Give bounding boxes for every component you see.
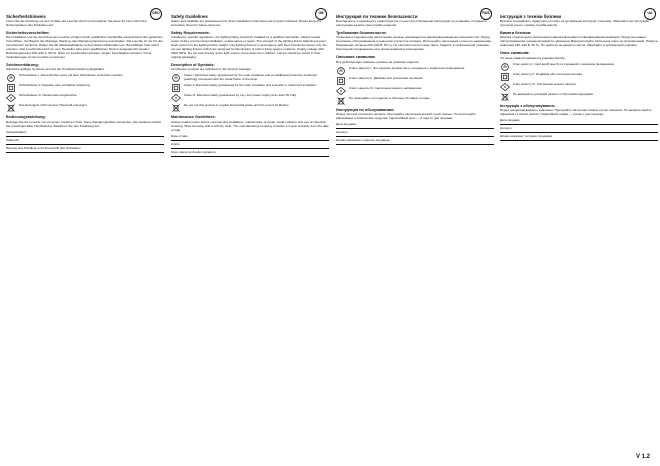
stamp-label: Store stamp and seller signature: [171, 149, 216, 154]
class-3-icon: [336, 87, 346, 95]
symbol-row: [500, 93, 658, 101]
symbol-row: [500, 73, 658, 81]
symbol-row: [336, 97, 494, 105]
class-2-icon: [500, 73, 510, 81]
crossed-bin-icon: [6, 104, 16, 112]
requirements-heading: Sicherheitsvorschriften:: [6, 30, 50, 35]
intro-text: Безопасность и надежность гарантируются только при соблюдении инструкции по установке. Сохраните инструкцию на весь срок службы изделия.: [336, 19, 487, 27]
article-label: Артикул: [500, 126, 512, 131]
date-of-sale-field: [336, 123, 494, 129]
class-1-icon: [171, 74, 181, 82]
date-of-sale-label: Дата продажу: [500, 118, 520, 123]
article-label: Artikel-Nr.: [6, 137, 20, 142]
maintenance-heading: Maintenance Guidelines:: [171, 115, 216, 120]
date-of-sale-label: Verkaufsdatum: [6, 129, 27, 134]
symbols-heading: Опис символів:: [500, 51, 530, 56]
class-1-icon: [500, 63, 510, 71]
article-field: [500, 127, 658, 133]
svg-text:III: III: [503, 84, 507, 89]
class-1-icon: [6, 74, 16, 82]
symbol-row: [6, 94, 164, 102]
language-badge: RUS: [480, 8, 492, 20]
symbols-heading: Описание символов:: [336, 55, 376, 60]
symbols-intro: Sämtliche gültigen Symbole sind auf der Produktverpackung abgebildet.: [6, 67, 105, 72]
maintenance-text: Перед чисткой отключите питание. Протирайте светильник мягкой сухой тканью. Не используйте абразивные и химические средства. Гарантийный срок — 2 года со дня продажи.: [336, 112, 477, 121]
requirements-heading: Safety Requirements:: [171, 30, 211, 35]
class-2-icon: [6, 84, 16, 92]
symbol-text: Не викидайте цей виріб разом із побутовими відходами.: [513, 91, 594, 96]
symbol-text: Das Erzeugnis nicht mit dem Hausmüll entsorgen.: [19, 103, 88, 108]
date-of-sale-field: [6, 131, 164, 137]
stamp-label: Штамп магазина и подпись продавца: [336, 137, 390, 142]
section-title: Інструкція з техніки безпеки: [500, 14, 562, 19]
symbol-text: Класс защиты I. Это изделие должно быть соединено с защитным проводником.: [349, 65, 466, 70]
symbol-row: [171, 74, 329, 82]
symbol-row: [500, 63, 658, 71]
symbol-text: Клас захисту II. Подвійна або посилена ізоляція.: [513, 71, 583, 76]
intro-text: Safety and reliability are guaranteed only when installation instructions are properly followed. Please keep this instruction sheet for future reference.: [171, 19, 322, 27]
article-label: Article: [171, 141, 180, 146]
class-3-icon: [6, 94, 16, 102]
date-of-sale-label: Дата продажи: [336, 121, 357, 126]
crossed-bin-icon: [336, 97, 346, 105]
column-ru: [336, 8, 494, 456]
symbols-intro: Все действующие символы указаны на упаковке изделия.: [336, 59, 420, 64]
symbol-text: Класс защиты III. Светильник низкого напряжения.: [349, 85, 422, 90]
maintenance-text: Перед чищенням вимкніть живлення. Протирайте світильник м'якою сухою тканиною. Не використовуйте абразивні та хімічні засоби. Гарантійний термін — 2 роки з дня продажу.: [500, 108, 652, 117]
symbol-row: [171, 104, 329, 112]
stamp-field: [171, 151, 329, 157]
requirements-text: Установка и подключение светильника должны производиться квалифицированным специалистом. Перед монтажом, обслуживанием и ремонтом отключите питание. Используйте светильник только по назначению. Напряжение питания 220–240 В, 50 Гц. Не смотрите на источник света. Храните в оригинальной упаковке. Светильник предназначен для использования в помещениях.: [336, 35, 492, 52]
svg-text:III: III: [339, 88, 343, 93]
symbols-intro: All effective symbols are indicated on the product package.: [171, 67, 252, 72]
symbol-row: [6, 84, 164, 92]
symbol-text: Не помещайте это изделие в обычные бытовые отходы.: [349, 95, 431, 100]
requirements-text: Монтаж і підключення світильника повинні виконуватися кваліфікованим фахівцем. Перед монтажем, обслуговуванням і ремонтом вимкніть живлення. Використовуйте світильник лише за призначенням. Напруга живлення 220–240 В, 50 Гц. Не дивіться на джерело світла. Зберігайте в оригінальній упаковці.: [500, 35, 658, 48]
symbol-text: Клас захисту III. Світильник низької напруги.: [513, 81, 577, 86]
symbol-row: [500, 83, 658, 91]
stamp-field: [500, 135, 658, 141]
class-1-icon: [336, 67, 346, 75]
column-de: [6, 8, 164, 456]
requirements-heading: Вимоги безпеки:: [500, 30, 532, 35]
stamp-field: [6, 147, 164, 153]
section-title: Sicherheitshinweis: [6, 14, 46, 19]
column-gb: [171, 8, 329, 456]
crossed-bin-icon: [500, 93, 510, 101]
requirements-text: Installed by specific regulations, the lighting fitting should be installed by a qualified electrician. Always isolate power before commencing installation, maintenance or repair. The strength of the lighting fixture attachment point shall conform to the lighting fixture weight. Use lighting fixtures in accordance with their intended purpose only. Do not use lighting fixtures which are designed for illumination of indoor living spaces outdoors. Supply voltage 220–240V 50Hz. Do not look directly at the light source. Keep away from children. Lamps should be stored in their original packaging.: [171, 35, 327, 59]
symbol-text: Class II: Electrical safety guaranteed by the main insulation and a double or reinforced insulation.: [184, 83, 317, 88]
symbols-heading: Description of Symbols:: [171, 62, 215, 67]
symbol-text: Клас захисту I. Цей виріб має бути з'єднаний із захисним провідником.: [513, 61, 615, 66]
column-ua: [500, 8, 658, 456]
language-badge: UA: [644, 8, 656, 20]
maintenance-heading: Инструкция по обслуживанию:: [336, 107, 395, 112]
maintenance-heading: Bedienungsanleitung:: [6, 115, 46, 120]
stamp-field: [336, 139, 494, 145]
maintenance-text: Always isolate power before commencing installation, maintenance or repair. Avoid moisture and use of chemical cleaning. Wipe the lamp with a soft dry cloth. The manufacturing company provides a 2-year warranty from the date of sale.: [171, 119, 329, 132]
symbol-text: Do not put this product in regular household waste until the end of its lifetime.: [184, 103, 290, 108]
symbol-row: [336, 87, 494, 95]
symbol-text: Schutzklasse III. Niederspannungsleuchte.: [19, 93, 78, 98]
symbol-row: [336, 77, 494, 85]
class-3-icon: [171, 94, 181, 102]
symbol-text: Class III: Electrical safety guaranteed by very low power supply (less than 50 Volt).: [184, 93, 297, 98]
article-field: [171, 143, 329, 149]
requirements-heading: Требования безопасности:: [336, 30, 387, 35]
language-badge: DEU: [150, 8, 162, 20]
stamp-label: Stempel des Händlers und Unterschrift des Verkäufers: [6, 145, 81, 150]
date-of-sale-field: [500, 119, 658, 125]
symbol-row: [336, 67, 494, 75]
symbol-row: [171, 94, 329, 102]
article-field: [6, 139, 164, 145]
article-field: [336, 131, 494, 137]
symbols-intro: Усі чинні символи вказані на упаковці виробу.: [500, 55, 566, 60]
version-label: V 1.2: [635, 454, 650, 460]
intro-text: Безпека та надійність гарантуються лише за дотримання інструкції з монтажу. Зберігайте цю інструкцію протягом усього терміну служби виробу.: [500, 19, 649, 27]
section-title: Safety Guidelines: [171, 14, 208, 19]
article-label: Артикул: [336, 129, 348, 134]
requirements-text: Die Installation und der Anschluss der Leuchte erfolgen durch qualifizierte Fachkräfte entsprechend den geltenden Vorschriften. Vor Beginn der Montage, Wartung oder Reinigung Spannung ausschalten. Die Leuchte ist nur für den Innenbereich bestimmt. Halten Sie die Mindestabstände zu brennbaren Materialien ein. Beschädigte Teile sofort ersetzen. Das Leuchtmittel darf nur vom Hersteller oder einer qualifizierten Person ausgetauscht werden. Betriebsspannung 220–240 V, 50 Hz. Nicht ins Leuchtmittel schauen. Gegen Feuchtigkeit schützen. Keine Veränderungen an der Leuchte vornehmen.: [6, 35, 163, 59]
svg-text:III: III: [9, 96, 13, 101]
maintenance-heading: Інструкція з обслуговування:: [500, 103, 556, 108]
symbols-heading: Zeichenerklärung:: [6, 62, 39, 67]
symbol-text: Schutzklasse II. Doppelte oder verstärkte Isolierung.: [19, 83, 91, 88]
class-3-icon: [500, 83, 510, 91]
date-of-sale-label: Date of sale: [171, 133, 188, 138]
intro-text: Lesen Sie die Anleitung vor dem Aufbau der Leuchte durch und bewahren Sie diese für einen Abruf der Nutzungsdauer des Produktes auf.: [6, 19, 148, 27]
symbol-row: [171, 84, 329, 92]
symbol-row: [6, 104, 164, 112]
symbol-text: Класс защиты II. Двойная или усиленная изоляция.: [349, 75, 424, 80]
date-of-sale-field: [171, 135, 329, 141]
svg-text:III: III: [174, 96, 178, 101]
section-title: Инструкция по технике безопасности: [336, 14, 418, 19]
maintenance-text: Reinigen Sie die Leuchte nur mit einem trockenen Tuch. Keine Reinigungsmittel verwenden. Die Garantie erlischt bei unsachgemäßer Handhabung. Bewahren Sie den Kaufbeleg auf.: [6, 119, 162, 128]
symbol-row: [6, 74, 164, 82]
class-2-icon: [336, 77, 346, 85]
language-badge: GB: [315, 8, 327, 20]
class-2-icon: [171, 84, 181, 92]
crossed-bin-icon: [171, 104, 181, 112]
symbol-text: Schutzklasse I. Diese Einheit muss mit dem Schutzleiter verbunden werden.: [19, 73, 124, 78]
symbol-text: Class I: Electrical safety guaranteed by the main insulation and an additional protective conductor (earthing) connected with the metal frame of the lamp.: [184, 73, 318, 82]
stamp-label: Штамп магазину та підпис продавця: [500, 134, 553, 139]
